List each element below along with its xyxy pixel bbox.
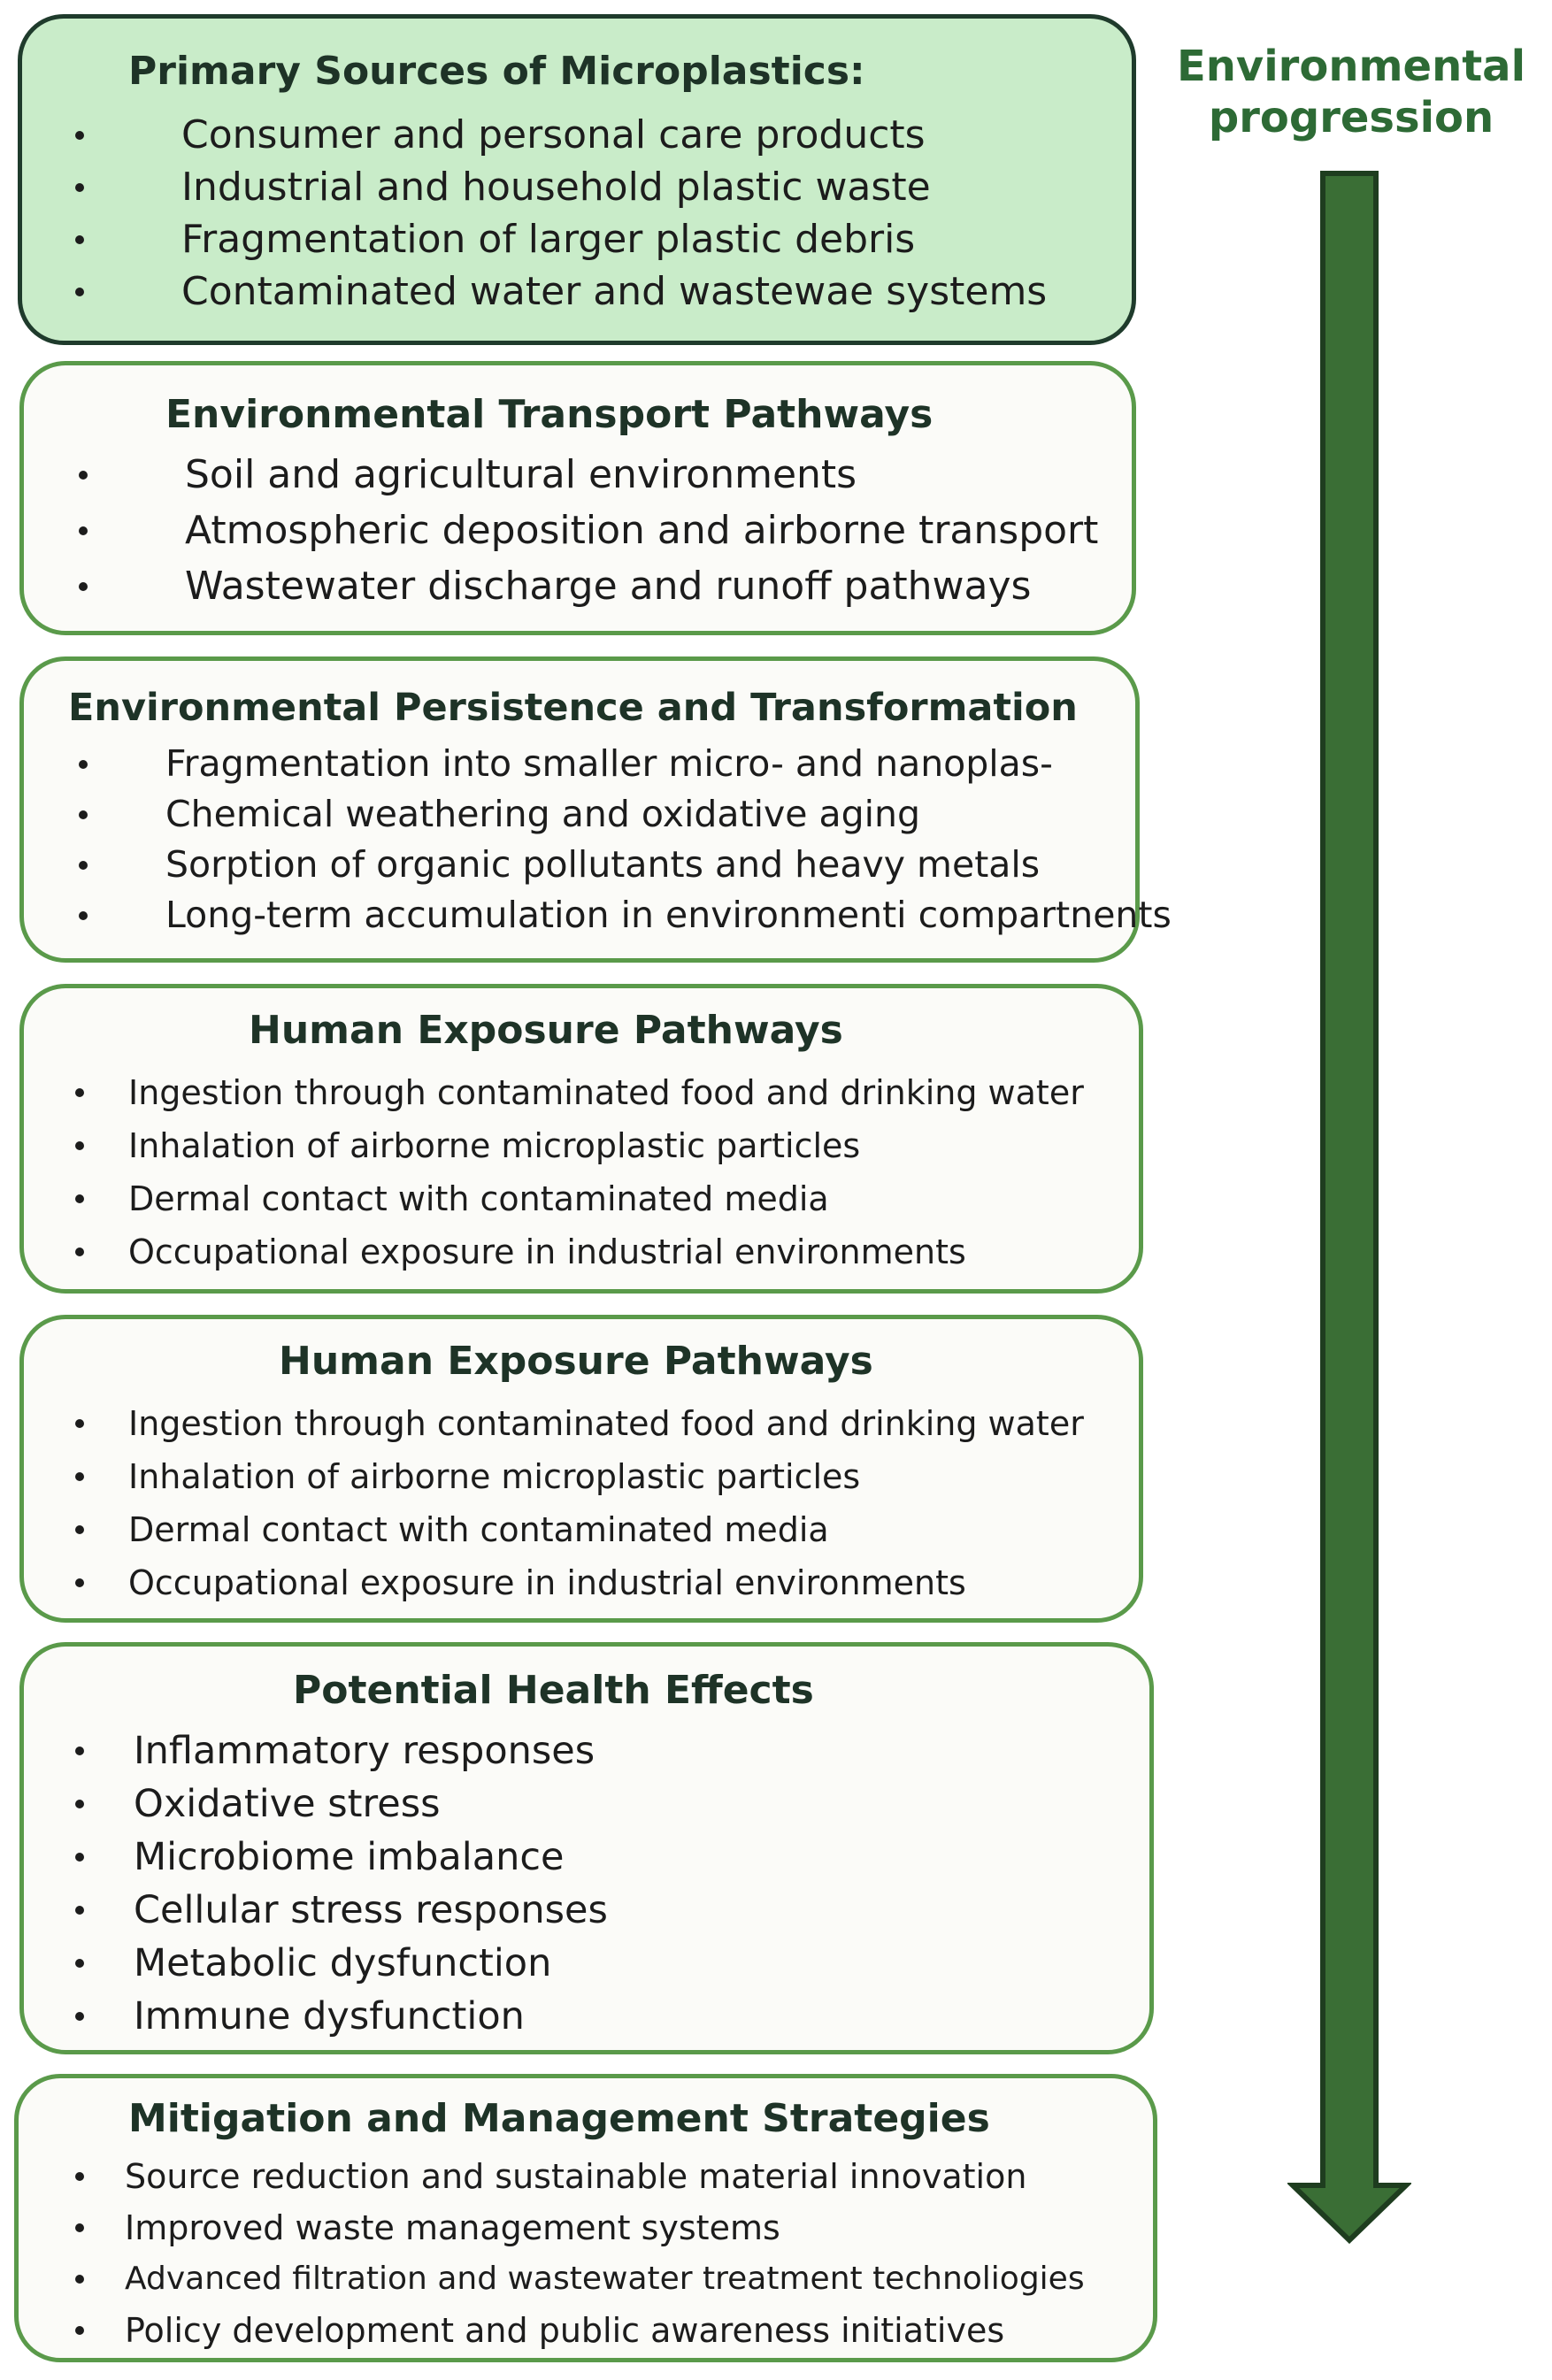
list-item: Cellular stress responses bbox=[75, 1884, 608, 1937]
box-title: Environmental Transport Pathways bbox=[165, 392, 934, 437]
box-mitigation-strategies bbox=[14, 2074, 1157, 2362]
list-item: Dermal contact with contaminated media bbox=[75, 1172, 1084, 1225]
box-title: Human Exposure Pathways bbox=[279, 1339, 873, 1384]
list-item: Microbiome imbalance bbox=[75, 1831, 608, 1884]
list-item: Soil and agricultural environments bbox=[79, 447, 1098, 503]
list-item: Consumer and personal care products bbox=[75, 109, 1047, 161]
box-title: Mitigation and Management Strategies bbox=[128, 2096, 990, 2141]
list-item: Occupational exposure in industrial environments bbox=[75, 1556, 1084, 1609]
box-title: Primary Sources of Microplastics: bbox=[128, 49, 865, 94]
list-item: Atmospheric deposition and airborne transport bbox=[79, 503, 1098, 558]
bullet-list bbox=[75, 1397, 1084, 1609]
list-item: Immune dysfunction bbox=[75, 1990, 608, 2043]
bullet-list bbox=[75, 1066, 1084, 1278]
list-item: Metabolic dysfunction bbox=[75, 1937, 608, 1990]
box-environmental-transport bbox=[19, 361, 1136, 635]
list-item: Inhalation of airborne microplastic particles bbox=[75, 1119, 1084, 1172]
list-item: Long-term accumulation in environmenti compartnents bbox=[79, 890, 1172, 940]
list-item: Ingestion through contaminated food and drinking water bbox=[75, 1397, 1084, 1450]
list-item: Dermal contact with contaminated media bbox=[75, 1503, 1084, 1556]
box-title: Environmental Persistence and Transformation bbox=[68, 686, 1078, 730]
box-health-effects bbox=[19, 1642, 1154, 2054]
bullet-list bbox=[79, 739, 1172, 940]
list-item: Advanced filtration and wastewater treatment technoliogies bbox=[75, 2253, 1085, 2305]
list-item: Industrial and household plastic waste bbox=[75, 161, 1047, 213]
list-item: Source reduction and sustainable material innovation bbox=[75, 2151, 1085, 2202]
bullet-list bbox=[75, 1724, 608, 2043]
box-primary-sources bbox=[18, 14, 1136, 345]
list-item: Improved waste management systems bbox=[75, 2202, 1085, 2253]
list-item: Fragmentation into smaller micro- and nanoplas- bbox=[79, 739, 1172, 789]
progression-arrow-icon bbox=[1287, 168, 1411, 2247]
environmental-progression-label: Environmental progression bbox=[1176, 42, 1526, 142]
box-human-exposure bbox=[19, 984, 1143, 1294]
list-item: Occupational exposure in industrial environments bbox=[75, 1225, 1084, 1278]
bullet-list bbox=[75, 109, 1047, 318]
list-item: Policy development and public awareness initiatives bbox=[75, 2305, 1085, 2356]
list-item: Inhalation of airborne microplastic particles bbox=[75, 1450, 1084, 1503]
list-item: Ingestion through contaminated food and drinking water bbox=[75, 1066, 1084, 1119]
box-title: Potential Health Effects bbox=[293, 1668, 814, 1713]
bullet-list bbox=[75, 2151, 1085, 2356]
box-human-exposure-duplicate bbox=[19, 1315, 1143, 1623]
list-item: Chemical weathering and oxidative aging bbox=[79, 789, 1172, 840]
list-item: Contaminated water and wastewae systems bbox=[75, 265, 1047, 318]
box-environmental-persistence bbox=[19, 656, 1172, 963]
list-item: Inflammatory responses bbox=[75, 1724, 608, 1777]
list-item: Fragmentation of larger plastic debris bbox=[75, 213, 1047, 265]
list-item: Sorption of organic pollutants and heavy metals bbox=[79, 840, 1172, 890]
box-title: Human Exposure Pathways bbox=[249, 1008, 843, 1053]
bullet-list bbox=[79, 447, 1098, 614]
list-item: Oxidative stress bbox=[75, 1777, 608, 1831]
list-item: Wastewater discharge and runoff pathways bbox=[79, 558, 1098, 614]
